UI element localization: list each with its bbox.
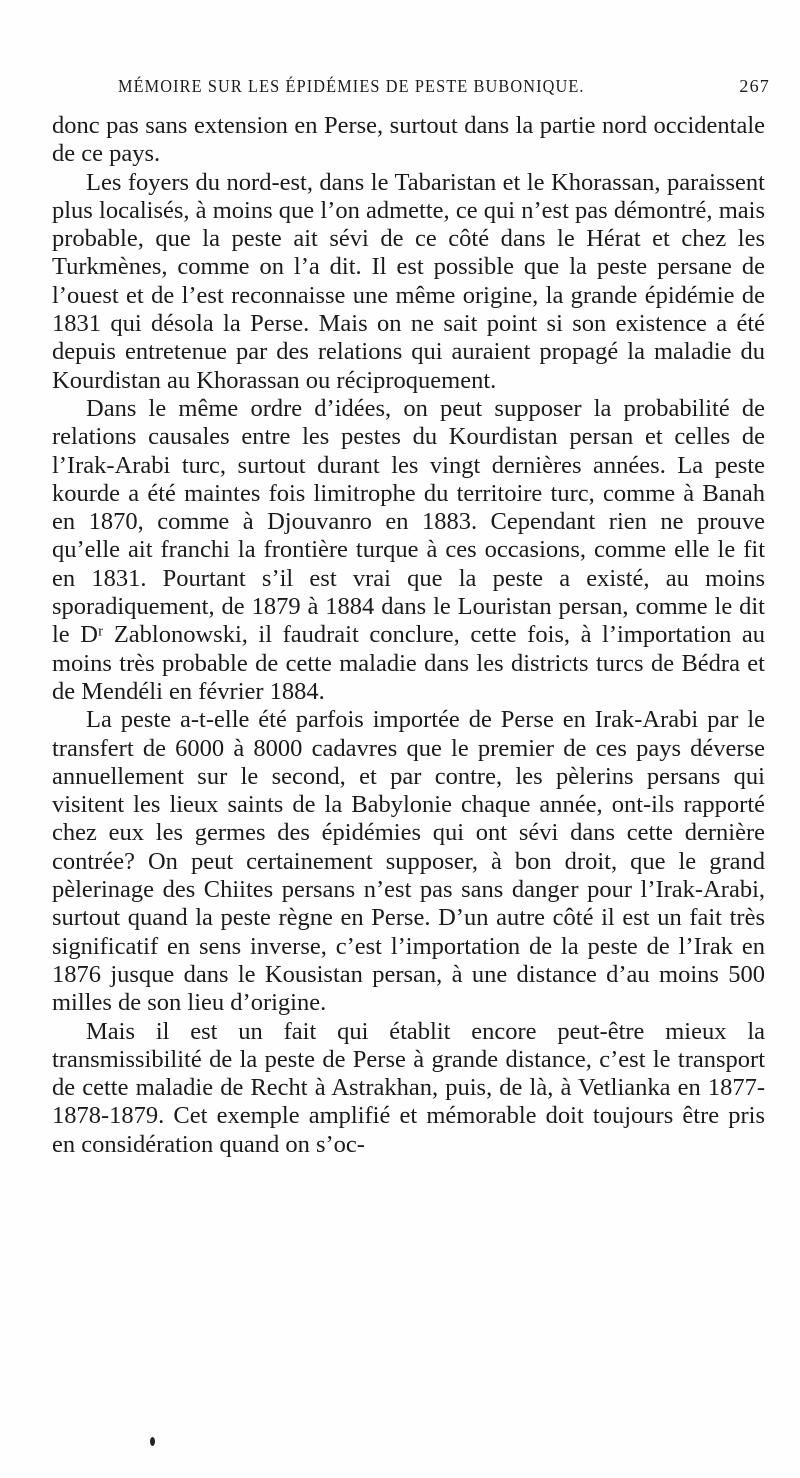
paragraph: Mais il est un fait qui établit encore peut-être mieux la transmissibilité de la peste de Perse à grande distance, c’est le transport de cette maladie de Recht à Astrakhan, puis, de là, à Vetlianka en 1877-1878-1879. Cet exemple amplifié et mémorable doit toujours être pris en considération quand on s’oc- [52,1017,765,1158]
running-head [118,76,770,102]
page-number: 267 [739,76,770,96]
paragraph-continued: donc pas sans extension en Perse, surtout dans la partie nord occidentale de ce pays. [52,112,765,168]
paragraph: Dans le même ordre d’idées, on peut supposer la probabilité de relations causales entre les pestes du Kourdistan persan et celles de l’Irak-Arabi turc, surtout durant les vingt dernières années. La peste kourde a été maintes fois limitrophe du territoire turc, comme à Banah en 1870, comme à Djouvanro en 1883. Cependant rien ne prouve qu’elle ait franchi la frontière turque à ces occasions, comme elle le fit en 1831. Pourtant s’il est vrai que la peste a existé, au moins sporadiquement, de 1879 à 1884 dans le Louristan persan, comme le dit le Dʳ Zablonowski, il faudrait conclure, cette fois, à l’importation au moins très probable de cette maladie dans les districts turcs de Bédra et de Mendéli en février 1884. [52,394,765,705]
paragraph: La peste a-t-elle été parfois importée de Perse en Irak-Arabi par le transfert de 6000 à 8000 cadavres que le premier de ces pays déverse annuellement sur le second, et par contre, les pèlerins persans qui visitent les lieux saints de la Babylonie chaque année, ont-ils rapporté chez eux les germes des épidémies qui ont sévi dans cette dernière contrée? On peut certainement supposer, à bon droit, que le grand pèlerinage des Chiites persans n’est pas sans danger pour l’Irak-Arabi, surtout quand la peste règne en Perse. D’un autre côté il est un fait très significatif en sens inverse, c’est l’importation de la peste de l’Irak en 1876 jusque dans le Kousistan persan, à une distance d’au moins 500 milles de son lieu d’origine. [52,706,765,1017]
body-text [52,112,765,1159]
ink-speck [150,1437,155,1446]
running-title: MÉMOIRE SUR LES ÉPIDÉMIES DE PESTE BUBONIQUE. [118,76,585,96]
paragraph: Les foyers du nord-est, dans le Tabaristan et le Khorassan, paraissent plus localisés, à moins que l’on admette, ce qui n’est pas démontré, mais probable, que la peste ait sévi de ce côté dans le Hérat et chez les Turkmènes, comme on l’a dit. Il est possible que la peste persane de l’ouest et de l’est reconnaisse une même origine, la grande épidémie de 1831 qui désola la Perse. Mais on ne sait point si son existence a été depuis entretenue par des relations qui auraient propagé la maladie du Kourdistan au Khorassan ou réciproquement. [52,168,765,394]
